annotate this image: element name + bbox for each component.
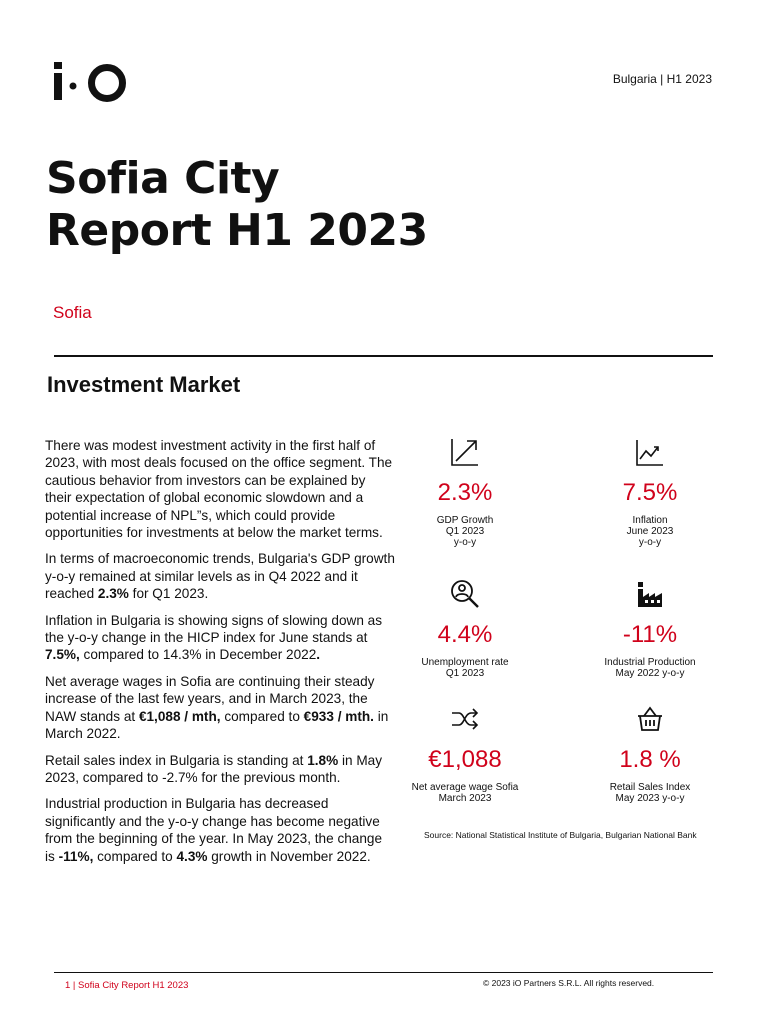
stat-label xyxy=(385,782,545,804)
footer-copyright: © 2023 iO Partners S.R.L. All rights reserved. xyxy=(483,978,655,988)
highlight-value: €1,088 / mth, xyxy=(138,708,221,724)
stat-label xyxy=(385,515,545,548)
highlight-value: -11%, xyxy=(58,848,94,864)
factory-icon xyxy=(635,579,665,609)
paragraph-text: Net average wages in Sofia are continuing their steady increase of the last few years, and in March 2023, the NAW stands at xyxy=(45,673,375,724)
paragraph-text: Industrial production in Bulgaria has decreased significantly and the y-o-y change has become negative from the beginning of the year. In May 2023, the change is xyxy=(45,796,383,864)
highlight-value: €933 / mth. xyxy=(303,708,374,724)
paragraph-text: in March 2022. xyxy=(45,708,389,742)
stat-label-line: Net average wage Sofia xyxy=(411,782,519,793)
stat-industrial-production xyxy=(570,579,730,679)
stat-gdp-growth xyxy=(385,437,545,548)
divider xyxy=(54,355,713,357)
stat-label-line: Retail Sales Index xyxy=(609,782,691,793)
stat-label-line: Q1 2023 xyxy=(445,668,485,679)
stat-label-line: May 2022 y-o-y xyxy=(615,668,685,679)
stat-label-line: March 2023 xyxy=(438,793,492,804)
title-line-2: Report H1 2023 xyxy=(46,205,428,256)
paragraph-investment xyxy=(45,437,395,541)
stat-label-line: June 2023 xyxy=(626,526,674,537)
stat-label-line: GDP Growth xyxy=(436,515,494,526)
stat-label-line: y-o-y xyxy=(638,537,662,548)
stat-value: 4.4% xyxy=(437,621,493,648)
title-line-1: Sofia City xyxy=(46,153,280,204)
stat-label xyxy=(570,657,730,679)
paragraph-text: compared to 14.3% in December 2022 xyxy=(79,647,317,663)
paragraph-text: compared to xyxy=(93,848,177,864)
highlight-value: 1.8% xyxy=(307,752,339,768)
stat-label-line: Unemployment rate xyxy=(421,657,509,668)
paragraph-text: In terms of macroeconomic trends, Bulgaria's GDP growth y-o-y remained at similar levels as in Q4 2022 and it reached xyxy=(45,551,395,602)
io-logo xyxy=(52,58,132,104)
stat-label xyxy=(385,657,545,679)
paragraph-inflation xyxy=(45,612,395,664)
stat-label xyxy=(570,782,730,804)
trend-arrow-icon xyxy=(450,437,480,467)
stat-label-line: Q1 2023 xyxy=(445,526,485,537)
highlight-value: . xyxy=(316,647,321,663)
highlight-value: 4.3% xyxy=(176,848,208,864)
stat-value: 1.8 % xyxy=(619,746,681,773)
shopping-basket-icon xyxy=(635,704,665,734)
source-note: Source: National Statistical Institute of Bulgaria, Bulgarian National Bank xyxy=(424,830,697,840)
highlight-value: 2.3% xyxy=(97,586,129,602)
paragraph-wages xyxy=(45,673,395,743)
paragraph-industrial xyxy=(45,795,395,865)
stat-retail-sales-index xyxy=(570,704,730,804)
footer-divider xyxy=(54,972,713,973)
body-text xyxy=(45,437,395,874)
stat-net-average-wage xyxy=(385,704,545,804)
stat-unemployment xyxy=(385,579,545,679)
highlight-value: 7.5%, xyxy=(45,647,80,663)
footer-page-label: 1 | Sofia City Report H1 2023 xyxy=(65,980,189,991)
stat-value: €1,088 xyxy=(428,746,502,773)
paragraph-text: Inflation in Bulgaria is showing signs of slowing down as the y-o-y change in the HICP index for June stands at xyxy=(45,612,383,646)
paragraph-text: for Q1 2023. xyxy=(128,586,209,602)
stat-label-line: Industrial Production xyxy=(604,657,696,668)
shuffle-arrows-icon xyxy=(450,704,480,734)
document-meta: Bulgaria | H1 2023 xyxy=(612,72,712,86)
paragraph-text: in May 2023, compared to -2.7% for the previous month. xyxy=(45,752,383,785)
page-title xyxy=(46,153,428,257)
section-heading: Investment Market xyxy=(47,372,241,397)
stat-inflation xyxy=(570,437,730,548)
paragraph-text: compared to xyxy=(220,708,304,724)
paragraph-gdp xyxy=(45,550,395,602)
stat-label xyxy=(570,515,730,548)
city-subtitle: Sofia xyxy=(53,303,92,322)
stat-label-line: May 2023 y-o-y xyxy=(615,793,685,804)
paragraph-retail xyxy=(45,752,395,787)
person-search-icon xyxy=(450,579,480,609)
paragraph-text: There was modest investment activity in the first half of 2023, with most deals focused on the office segment. The cautious behavior from investors can be explained by their expectation of global economic slowdown and a potential increase of NPL”s, which could provide opportunities for investments at below the market terms. xyxy=(45,438,393,541)
paragraph-text: Retail sales index in Bulgaria is standing at xyxy=(45,752,308,768)
stat-value: -11% xyxy=(622,621,678,648)
stat-label-line: y-o-y xyxy=(453,537,477,548)
paragraph-text: growth in November 2022. xyxy=(207,848,371,864)
stat-value: 7.5% xyxy=(622,479,678,506)
stat-label-line: Inflation xyxy=(632,515,668,526)
line-chart-icon xyxy=(635,437,665,467)
stat-value: 2.3% xyxy=(437,479,493,506)
